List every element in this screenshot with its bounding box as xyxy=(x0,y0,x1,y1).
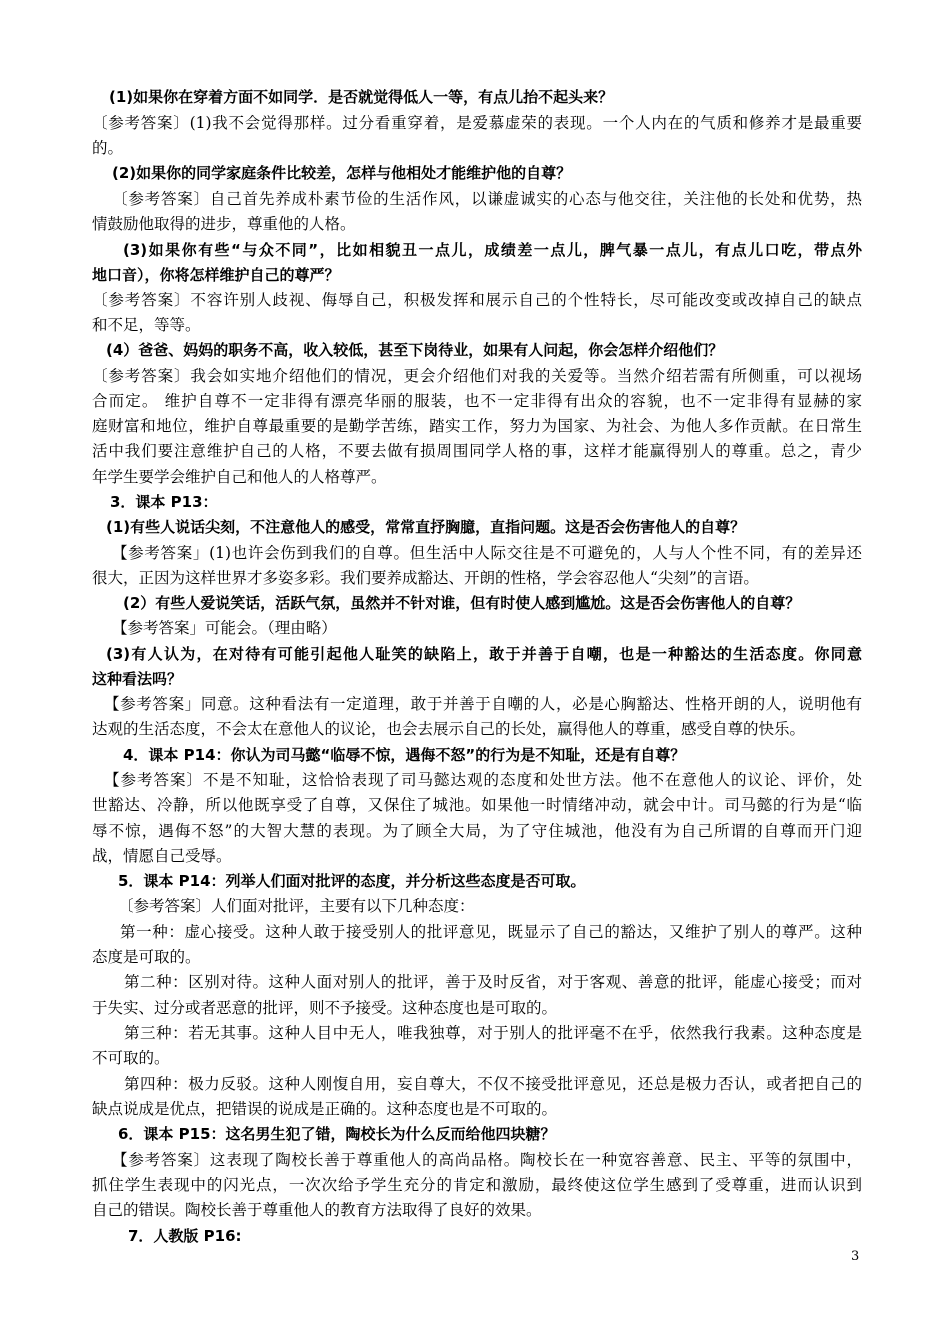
answer-line: 【参考答案」同意。这种看法有一定道理，敢于并善于自嘲的人，必是心胸豁达、性格开朗的人，说明他有 xyxy=(104,695,862,713)
answer-line: 活中我们要注意维护自己的人格，不要去做有损周围同学人格的事，这样才能赢得别人的尊重。总之，青少 xyxy=(92,442,862,460)
question-line: 5．课本 P14：列举人们面对批评的态度，并分析这些态度是否可取。 xyxy=(118,872,586,890)
question-line: (1)如果你在穿着方面不如同学．是否就觉得低人一等，有点儿抬不起头来？ xyxy=(109,88,614,106)
answer-line: 达观的生活态度，不会太在意他人的议论，也会去展示自己的长处，赢得他人的尊重，感受自尊的快乐。 xyxy=(92,720,806,738)
answer-line: 〔参考答案〕(1)我不会觉得那样。过分看重穿着，是爱慕虚荣的表现。一个人内在的气质和修养才是最重要 xyxy=(92,114,862,132)
answer-line: 年学生要学会维护自己和他人的人格尊严。 xyxy=(92,468,387,486)
answer-line: 抓住学生表现中的闪光点，一次次给予学生充分的肯定和激励，最终使这位学生感到了受尊重，进而认识到 xyxy=(92,1176,862,1194)
answer-line: 缺点说成是优点，把错误的说成是正确的。这种态度也是不可取的。 xyxy=(92,1100,558,1118)
answer-line: 辱不惊，遇侮不怒”的大智大慧的表现。为了顾全大局，为了守住城池，他没有为自己所谓的自尊而开门迎 xyxy=(92,822,862,840)
question-line: (1)有些人说话尖刻，不注意他人的感受，常常直抒胸臆，直指问题。这是否会伤害他人的自尊？ xyxy=(106,518,746,536)
answer-line: 第四种：极力反驳。这种人刚愎自用，妄自尊大，不仅不接受批评意见，还总是极力否认，或者把自己的 xyxy=(124,1075,862,1093)
question-line: 6．课本 P15：这名男生犯了错，陶校长为什么反而给他四块糖？ xyxy=(118,1125,556,1143)
answer-line: 庭财富和地位，维护自尊最重要的是勤学苦练，踏实工作，努力为国家、为社会、为他人多作贡献。在日常生 xyxy=(92,417,862,435)
answer-line: 〔参考答案〕不容许别人歧视、侮辱自己，积极发挥和展示自己的个性特长，尽可能改变或改掉自己的缺点 xyxy=(92,291,862,309)
page-number: 3 xyxy=(851,1249,860,1264)
answer-line: 和不足，等等。 xyxy=(92,316,201,334)
question-line: 地口音），你将怎样维护自己的尊严？ xyxy=(92,266,340,284)
answer-line: 〔参考答案〕自己首先养成朴素节俭的生活作风，以谦虚诚实的心态与他交往，关注他的长处和优势，热 xyxy=(112,190,862,208)
question-line: 这种看法吗？ xyxy=(92,670,183,688)
answer-line: 第一种：虚心接受。这种人敢于接受别人的批评意见，既显示了自己的豁达，又维护了别人的尊严。这种 xyxy=(120,923,862,941)
answer-line: 第二种：区别对待。这种人面对别人的批评，善于及时反省，对于客观、善意的批评，能虚心接受；而对 xyxy=(124,973,862,991)
question-line: (3)有人认为，在对待有可能引起他人耻笑的缺陷上，敢于并善于自嘲，也是一种豁达的生活态度。你同意 xyxy=(106,645,862,663)
answer-line: 的。 xyxy=(92,139,124,157)
answer-line: 【参考答案」(1)也许会伤到我们的自尊。但生活中人际交往是不可避免的，人与人个性不同，有的差异还 xyxy=(112,544,862,562)
answer-line: 〔参考答案〕我会如实地介绍他们的情况，更会介绍他们对我的关爱等。当然介绍若需有所侧重，可以视场 xyxy=(92,367,862,385)
question-line: (2)如果你的同学家庭条件比较差，怎样与他相处才能维护他的自尊？ xyxy=(112,164,572,182)
answer-line: 情鼓励他取得的进步，尊重他的人格。 xyxy=(92,215,356,233)
question-line: 3．课本 P13： xyxy=(110,493,218,511)
answer-line: 很大，正因为这样世界才多姿多彩。我们要养成豁达、开朗的性格，学会容忍他人“尖刻”的言语。 xyxy=(92,569,759,587)
answer-line: 【参考答案」可能会。（理由略） xyxy=(112,619,337,637)
answer-line: 【参考答案〕不是不知耻，这恰恰表现了司马懿达观的态度和处世方法。他不在意他人的议论、评价，处 xyxy=(104,771,862,789)
question-line: (2）有些人爱说笑话，活跃气氛，虽然并不针对谁，但有时使人感到尴尬。这是否会伤害他人的自尊？ xyxy=(123,594,801,612)
answer-line: 世豁达、冷静，所以他既享受了自尊，又保住了城池。如果他一时情绪冲动，就会中计。司马懿的行为是“临 xyxy=(92,796,862,814)
answer-line: 战，情愿自己受辱。 xyxy=(92,847,232,865)
question-line: 7．人教版 P16: xyxy=(128,1227,242,1245)
answer-line: 第三种：若无其事。这种人目中无人，唯我独尊，对于别人的批评毫不在乎，依然我行我素。这种态度是 xyxy=(124,1024,862,1042)
answer-line: 态度是可取的。 xyxy=(92,948,201,966)
question-line: (3)如果你有些“与众不同”，比如相貌丑一点儿，成绩差一点儿，脾气暴一点儿，有点儿口吃，带点外 xyxy=(123,241,862,259)
question-line: (4）爸爸、妈妈的职务不高，收入较低，甚至下岗待业，如果有人问起，你会怎样介绍他们？ xyxy=(106,341,724,359)
question-line: 4．课本 P14：你认为司马懿“临辱不惊，遇侮不怒”的行为是不知耻，还是有自尊？ xyxy=(123,746,686,764)
answer-line: 不可取的。 xyxy=(92,1049,170,1067)
answer-line: 〔参考答案〕人们面对批评，主要有以下几种态度： xyxy=(118,897,475,915)
answer-line: 合而定。 维护自尊不一定非得有漂亮华丽的服装，也不一定非得有出众的容貌，也不一定非得有显赫的家 xyxy=(92,392,862,410)
answer-line: 【参考答案〕这表现了陶校长善于尊重他人的高尚品格。陶校长在一种宽容善意、民主、平等的氛围中， xyxy=(112,1151,862,1169)
answer-line: 于失实、过分或者恶意的批评，则不予接受。这种态度也是可取的。 xyxy=(92,999,558,1017)
answer-line: 自己的错误。陶校长善于尊重他人的教育方法取得了良好的效果。 xyxy=(92,1201,542,1219)
